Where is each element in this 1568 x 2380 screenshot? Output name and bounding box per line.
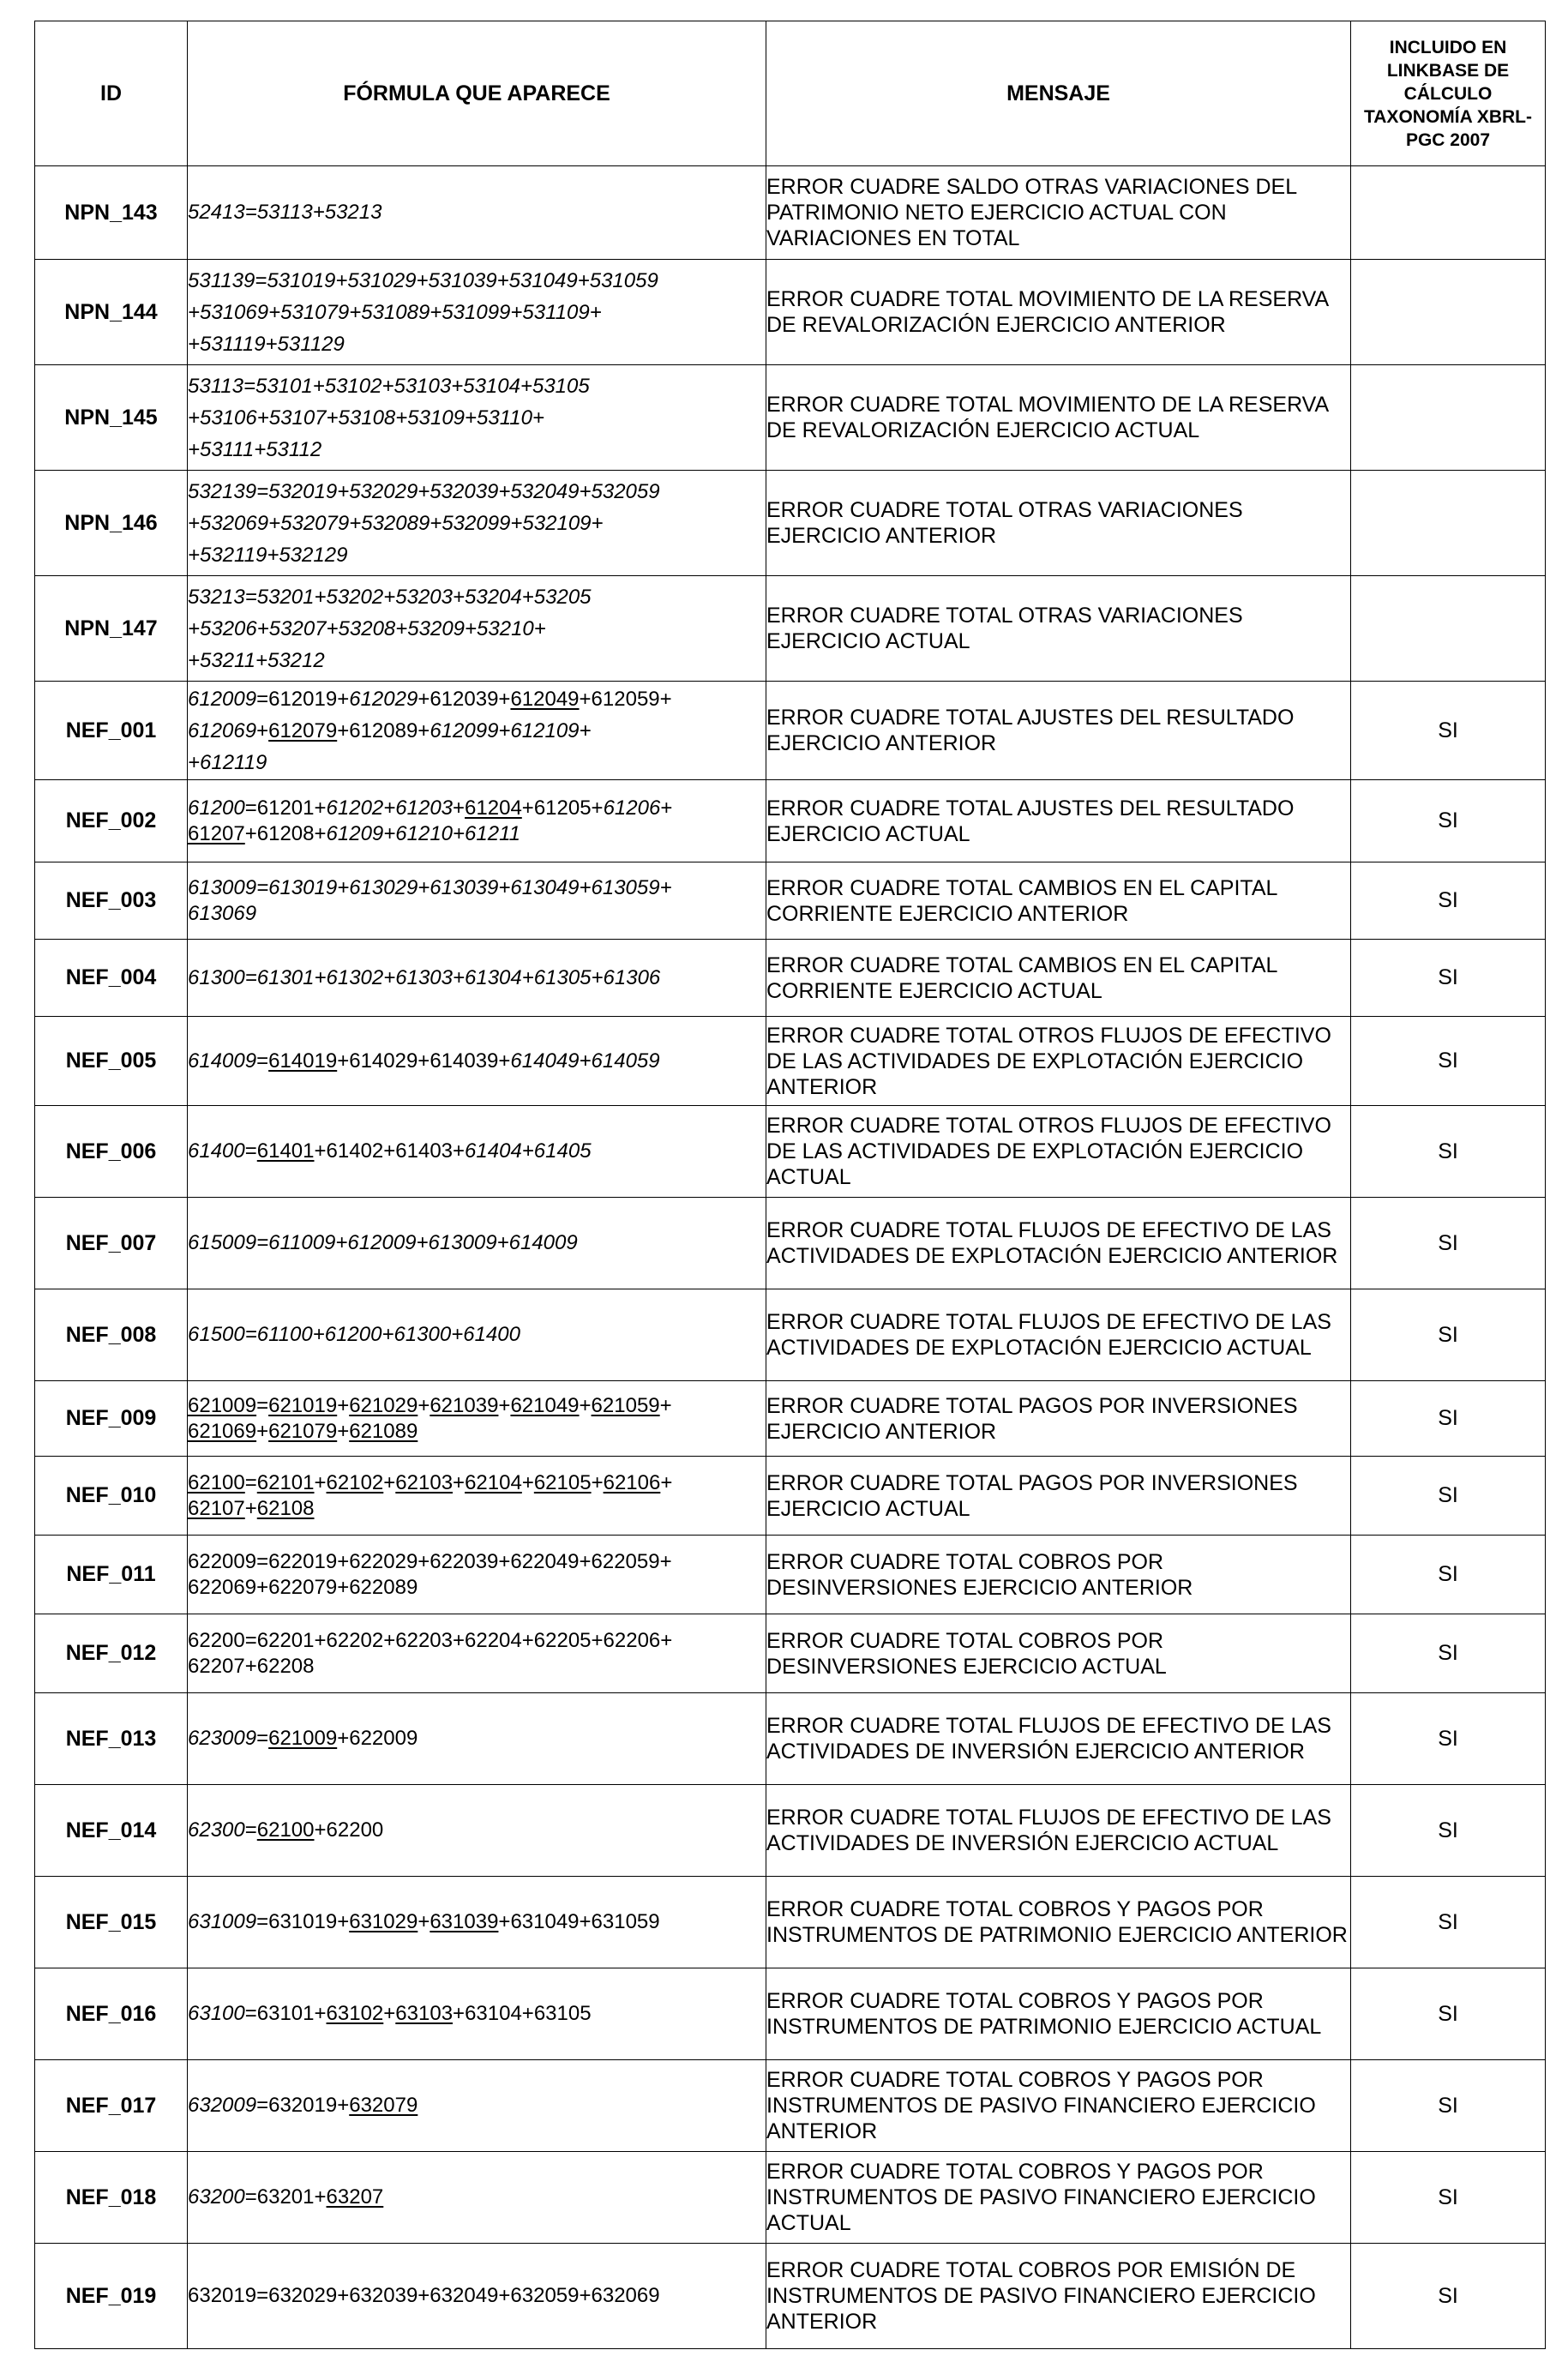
formula-segment: +631049+631059 — [498, 1910, 660, 1933]
rule-message: ERROR CUADRE TOTAL PAGOS POR INVERSIONES EJERCICIO ANTERIOR — [766, 1381, 1351, 1457]
formula-segment: 614009 — [188, 1049, 257, 1073]
table-row — [35, 2060, 1546, 2152]
table-row — [35, 862, 1546, 940]
formula-segment: 63100 — [188, 2002, 245, 2025]
table-row — [35, 940, 1546, 1017]
rule-formula — [188, 2244, 766, 2349]
table-row — [35, 2244, 1546, 2349]
rule-formula — [188, 780, 766, 862]
rule-formula — [188, 1289, 766, 1381]
rule-included: SI — [1351, 940, 1546, 1017]
header-formula: FÓRMULA QUE APARECE — [188, 21, 766, 166]
formula-segment: 532139=532019+532029+532039+532049+532059 +532069+532079+532089+532099+532109+ +532119+532129 — [188, 479, 660, 567]
formula-segment: 621079 — [268, 1419, 338, 1443]
formula-segment: 63207 — [326, 2185, 384, 2209]
formula-segment: 62105 — [533, 1470, 592, 1494]
rule-included — [1351, 365, 1546, 471]
rule-included: SI — [1351, 1198, 1546, 1289]
rule-formula — [188, 1106, 766, 1198]
table-row — [35, 1457, 1546, 1536]
table-row — [35, 471, 1546, 576]
formula-segment: 621059 — [591, 1393, 660, 1417]
rule-id: NEF_003 — [35, 862, 188, 940]
formula-segment: 62108 — [256, 1496, 315, 1520]
rule-included: SI — [1351, 1289, 1546, 1381]
header-included: INCLUIDO EN LINKBASE DE CÁLCULO TAXONOMÍA XBRL-PGC 2007 — [1351, 21, 1546, 166]
rule-message: ERROR CUADRE TOTAL MOVIMIENTO DE LA RESERVA DE REVALORIZACIÓN EJERCICIO ACTUAL — [766, 365, 1351, 471]
table-row — [35, 1968, 1546, 2060]
formula-segment: = — [256, 1393, 269, 1417]
rule-id: NEF_002 — [35, 780, 188, 862]
formula-segment: 62100 — [188, 1470, 245, 1494]
rule-id: NEF_005 — [35, 1017, 188, 1106]
rule-formula — [188, 1017, 766, 1106]
rule-message: ERROR CUADRE TOTAL FLUJOS DE EFECTIVO DE LAS ACTIVIDADES DE INVERSIÓN EJERCICIO ACTUAL — [766, 1785, 1351, 1877]
formula-segment: +61205+ — [521, 796, 604, 820]
rule-message: ERROR CUADRE TOTAL FLUJOS DE EFECTIVO DE LAS ACTIVIDADES DE EXPLOTACIÓN EJERCICIO ACTUAL — [766, 1289, 1351, 1381]
formula-segment: + — [337, 1393, 350, 1417]
table-row — [35, 1106, 1546, 1198]
formula-segment: 63200 — [188, 2185, 245, 2209]
table-row — [35, 1536, 1546, 1614]
rule-included: SI — [1351, 862, 1546, 940]
formula-segment: +62200 — [314, 1818, 384, 1842]
rule-included: SI — [1351, 1457, 1546, 1536]
rule-formula — [188, 471, 766, 576]
formula-segment: + — [256, 718, 269, 742]
rule-included — [1351, 166, 1546, 260]
rule-formula — [188, 1457, 766, 1536]
rule-id: NEF_015 — [35, 1877, 188, 1968]
rule-id: NEF_007 — [35, 1198, 188, 1289]
formula-segment: 62100 — [256, 1818, 315, 1842]
rule-message: ERROR CUADRE SALDO OTRAS VARIACIONES DEL PATRIMONIO NETO EJERCICIO ACTUAL CON VARIACIONES EN TOTAL — [766, 166, 1351, 260]
formula-segment: + — [418, 1910, 430, 1933]
rule-message: ERROR CUADRE TOTAL OTRAS VARIACIONES EJERCICIO ANTERIOR — [766, 471, 1351, 576]
formula-segment: + — [659, 1393, 672, 1417]
formula-segment: +622009 — [337, 1727, 418, 1750]
formula-segment: 632009 — [188, 2094, 257, 2117]
rule-formula — [188, 260, 766, 365]
formula-segment: 62300 — [188, 1818, 245, 1842]
rule-included: SI — [1351, 1106, 1546, 1198]
header-message: MENSAJE — [766, 21, 1351, 166]
formula-segment: 631029 — [349, 1910, 418, 1933]
formula-segment: + — [453, 796, 466, 820]
formula-segment: 621019 — [268, 1393, 338, 1417]
rule-message: ERROR CUADRE TOTAL MOVIMIENTO DE LA RESERVA DE REVALORIZACIÓN EJERCICIO ANTERIOR — [766, 260, 1351, 365]
rule-message: ERROR CUADRE TOTAL CAMBIOS EN EL CAPITAL CORRIENTE EJERCICIO ANTERIOR — [766, 862, 1351, 940]
formula-segment: + — [521, 1470, 534, 1494]
rule-message: ERROR CUADRE TOTAL OTROS FLUJOS DE EFECTIVO DE LAS ACTIVIDADES DE EXPLOTACIÓN EJERCICIO ANTERIOR — [766, 1017, 1351, 1106]
rule-formula — [188, 1877, 766, 1968]
formula-segment: 621049 — [510, 1393, 580, 1417]
formula-segment: 632019=632029+632039+632049+632059+632069 — [188, 2284, 660, 2307]
rule-id: NEF_004 — [35, 940, 188, 1017]
rule-included — [1351, 471, 1546, 576]
table-row — [35, 576, 1546, 682]
rule-id: NPN_145 — [35, 365, 188, 471]
rule-formula — [188, 2060, 766, 2152]
formula-segment: 621029 — [349, 1393, 418, 1417]
formula-segment: 612049 — [510, 687, 580, 711]
formula-segment: 621009 — [268, 1727, 338, 1750]
rule-message: ERROR CUADRE TOTAL AJUSTES DEL RESULTADO EJERCICIO ANTERIOR — [766, 682, 1351, 780]
formula-segment: =61201+ — [244, 796, 327, 820]
rule-formula — [188, 1198, 766, 1289]
rule-included: SI — [1351, 2244, 1546, 2349]
rule-included: SI — [1351, 780, 1546, 862]
formula-segment: + — [383, 2002, 396, 2025]
rule-formula — [188, 1693, 766, 1785]
rule-formula — [188, 862, 766, 940]
rule-id: NEF_010 — [35, 1457, 188, 1536]
rule-message: ERROR CUADRE TOTAL COBROS Y PAGOS POR INSTRUMENTOS DE PASIVO FINANCIERO EJERCICIO ANTERIOR — [766, 2060, 1351, 2152]
formula-segment: +61402+61403+ — [314, 1139, 466, 1163]
rule-included: SI — [1351, 1536, 1546, 1614]
formula-segment: 612009 — [188, 687, 257, 711]
formula-segment: +612039+ — [418, 687, 511, 711]
formula-segment: + — [660, 796, 673, 820]
table-row — [35, 1381, 1546, 1457]
rule-message: ERROR CUADRE TOTAL OTROS FLUJOS DE EFECTIVO DE LAS ACTIVIDADES DE EXPLOTACIÓN EJERCICIO ACTUAL — [766, 1106, 1351, 1198]
formula-segment: 631039 — [430, 1910, 499, 1933]
formula-segment: + — [337, 1419, 350, 1443]
formula-segment: = — [244, 1139, 257, 1163]
formula-segment: + — [498, 1393, 511, 1417]
rule-message: ERROR CUADRE TOTAL OTRAS VARIACIONES EJERCICIO ACTUAL — [766, 576, 1351, 682]
formula-segment: + — [591, 1470, 604, 1494]
formula-segment: 531139=531019+531029+531039+531049+531059 +531069+531079+531089+531099+531109+ +531119+531129 — [188, 268, 658, 356]
formula-segment: +612089+ — [337, 718, 430, 742]
rule-id: NEF_012 — [35, 1614, 188, 1693]
rule-message: ERROR CUADRE TOTAL CAMBIOS EN EL CAPITAL CORRIENTE EJERCICIO ACTUAL — [766, 940, 1351, 1017]
rule-id: NEF_009 — [35, 1381, 188, 1457]
formula-segment: + — [660, 1470, 673, 1494]
formula-segment: 614019 — [268, 1049, 338, 1073]
formula-segment: 621069 — [188, 1419, 257, 1443]
formula-segment: 615009=611009+612009+613009+614009 — [188, 1231, 578, 1254]
rule-id: NEF_001 — [35, 682, 188, 780]
formula-segment: 613009=613019+613029+613039+613049+613059+ 613069 — [188, 875, 672, 925]
table-row — [35, 780, 1546, 862]
rule-id: NEF_014 — [35, 1785, 188, 1877]
formula-segment: 621089 — [349, 1419, 418, 1443]
formula-segment: 62107 — [188, 1496, 245, 1520]
rule-included: SI — [1351, 1693, 1546, 1785]
table-row — [35, 166, 1546, 260]
formula-segment: 61204 — [465, 796, 522, 820]
rule-formula — [188, 2152, 766, 2244]
formula-segment: = — [256, 1049, 269, 1073]
formula-segment: 61400 — [188, 1139, 245, 1163]
rule-included: SI — [1351, 1614, 1546, 1693]
rule-id: NEF_011 — [35, 1536, 188, 1614]
formula-segment: 61202+61203 — [326, 796, 454, 820]
formula-segment: 53113=53101+53102+53103+53104+53105 +53106+53107+53108+53109+53110+ +53111+53112 — [188, 374, 590, 461]
table-row — [35, 1289, 1546, 1381]
validation-rules-table — [34, 21, 1546, 2349]
rule-included: SI — [1351, 2152, 1546, 2244]
table-header-row — [35, 21, 1546, 166]
table-row — [35, 682, 1546, 780]
formula-segment: +612059+ — [579, 687, 672, 711]
formula-segment: 623009 — [188, 1727, 257, 1750]
formula-segment: 631009 — [188, 1910, 257, 1933]
rule-included — [1351, 576, 1546, 682]
rule-id: NEF_017 — [35, 2060, 188, 2152]
rule-formula — [188, 940, 766, 1017]
formula-segment: + — [453, 1470, 466, 1494]
formula-segment: +63104+63105 — [453, 2002, 592, 2025]
formula-segment: 62200=62201+62202+62203+62204+62205+62206+ 62207+62208 — [188, 1628, 673, 1678]
rule-included: SI — [1351, 1877, 1546, 1968]
rule-message: ERROR CUADRE TOTAL COBROS Y PAGOS POR INSTRUMENTOS DE PATRIMONIO EJERCICIO ANTERIOR — [766, 1877, 1351, 1968]
rule-included: SI — [1351, 1968, 1546, 2060]
formula-segment: = — [244, 1470, 257, 1494]
formula-segment: =63201+ — [244, 2185, 327, 2209]
rule-id: NEF_013 — [35, 1693, 188, 1785]
formula-segment: 53213=53201+53202+53203+53204+53205 +53206+53207+53208+53209+53210+ +53211+53212 — [188, 585, 592, 672]
formula-segment: 61401 — [256, 1139, 315, 1163]
rule-formula — [188, 1968, 766, 2060]
formula-segment: 612099+612109+ +612119 — [188, 718, 592, 774]
rule-message: ERROR CUADRE TOTAL COBROS POR DESINVERSIONES EJERCICIO ACTUAL — [766, 1614, 1351, 1693]
rule-id: NEF_019 — [35, 2244, 188, 2349]
rule-included: SI — [1351, 682, 1546, 780]
formula-segment: 62101 — [256, 1470, 315, 1494]
formula-segment: 61209+61210+61211 — [326, 821, 520, 845]
table-row — [35, 2152, 1546, 2244]
rule-message: ERROR CUADRE TOTAL AJUSTES DEL RESULTADO EJERCICIO ACTUAL — [766, 780, 1351, 862]
rule-formula — [188, 682, 766, 780]
rule-formula — [188, 365, 766, 471]
table-body — [35, 166, 1546, 2349]
formula-segment: 63102 — [326, 2002, 384, 2025]
formula-segment: +614029+614039+ — [337, 1049, 511, 1073]
formula-segment: 61206 — [603, 796, 661, 820]
rule-formula — [188, 1614, 766, 1693]
rule-id: NPN_143 — [35, 166, 188, 260]
formula-segment: =632019+ — [256, 2094, 350, 2117]
formula-segment: +61208+ — [244, 821, 327, 845]
formula-segment: = — [256, 1727, 269, 1750]
formula-segment: =612019+ — [256, 687, 350, 711]
table-row — [35, 260, 1546, 365]
formula-segment: 61200 — [188, 796, 245, 820]
table-row — [35, 1693, 1546, 1785]
rule-message: ERROR CUADRE TOTAL COBROS POR EMISIÓN DE INSTRUMENTOS DE PASIVO FINANCIERO EJERCICIO ANTERIOR — [766, 2244, 1351, 2349]
formula-segment: 621039 — [430, 1393, 499, 1417]
rule-message: ERROR CUADRE TOTAL FLUJOS DE EFECTIVO DE LAS ACTIVIDADES DE INVERSIÓN EJERCICIO ANTERIOR — [766, 1693, 1351, 1785]
formula-segment: + — [579, 1393, 592, 1417]
formula-segment: 612079 — [268, 718, 338, 742]
formula-segment: 61207 — [188, 821, 245, 845]
formula-segment: =631019+ — [256, 1910, 350, 1933]
formula-segment: + — [418, 1393, 430, 1417]
formula-segment: 61404+61405 — [465, 1139, 592, 1163]
table-row — [35, 1877, 1546, 1968]
rule-included: SI — [1351, 2060, 1546, 2152]
rule-formula — [188, 166, 766, 260]
formula-segment: 61300=61301+61302+61303+61304+61305+61306 — [188, 965, 661, 989]
formula-segment: 61500=61100+61200+61300+61400 — [188, 1323, 520, 1346]
rule-message: ERROR CUADRE TOTAL FLUJOS DE EFECTIVO DE LAS ACTIVIDADES DE EXPLOTACIÓN EJERCICIO ANTERIOR — [766, 1198, 1351, 1289]
rule-message: ERROR CUADRE TOTAL COBROS Y PAGOS POR INSTRUMENTOS DE PATRIMONIO EJERCICIO ACTUAL — [766, 1968, 1351, 2060]
rule-id: NPN_144 — [35, 260, 188, 365]
table-row — [35, 1198, 1546, 1289]
rule-included: SI — [1351, 1017, 1546, 1106]
table-row — [35, 1614, 1546, 1693]
rule-included — [1351, 260, 1546, 365]
formula-segment: = — [244, 1818, 257, 1842]
formula-segment: 614049+614059 — [510, 1049, 660, 1073]
formula-segment: 62102 — [326, 1470, 384, 1494]
table-row — [35, 1017, 1546, 1106]
rule-included: SI — [1351, 1381, 1546, 1457]
header-id: ID — [35, 21, 188, 166]
rule-formula — [188, 576, 766, 682]
formula-segment: 632079 — [349, 2094, 418, 2117]
rule-formula — [188, 1381, 766, 1457]
formula-segment: + — [314, 1470, 327, 1494]
rule-id: NEF_006 — [35, 1106, 188, 1198]
formula-segment: 62103 — [395, 1470, 454, 1494]
rule-formula — [188, 1785, 766, 1877]
formula-segment: 622009=622019+622029+622039+622049+622059+ 622069+622079+622089 — [188, 1549, 672, 1599]
rule-message: ERROR CUADRE TOTAL COBROS Y PAGOS POR INSTRUMENTOS DE PASIVO FINANCIERO EJERCICIO ACTUAL — [766, 2152, 1351, 2244]
formula-segment: 612029 — [349, 687, 418, 711]
formula-segment: 612069 — [188, 718, 257, 742]
formula-segment: 52413=53113+53213 — [188, 201, 382, 224]
rule-included: SI — [1351, 1785, 1546, 1877]
formula-segment: 63103 — [395, 2002, 454, 2025]
formula-segment: + — [383, 1470, 396, 1494]
table-row — [35, 1785, 1546, 1877]
rule-message: ERROR CUADRE TOTAL COBROS POR DESINVERSIONES EJERCICIO ANTERIOR — [766, 1536, 1351, 1614]
rule-id: NEF_018 — [35, 2152, 188, 2244]
formula-segment: 62106 — [603, 1470, 661, 1494]
table-row — [35, 365, 1546, 471]
rule-id: NPN_146 — [35, 471, 188, 576]
formula-segment: 621009 — [188, 1393, 257, 1417]
formula-segment: =63101+ — [244, 2002, 327, 2025]
formula-segment: + — [244, 1496, 257, 1520]
rule-message: ERROR CUADRE TOTAL PAGOS POR INVERSIONES EJERCICIO ACTUAL — [766, 1457, 1351, 1536]
rule-id: NEF_016 — [35, 1968, 188, 2060]
rule-formula — [188, 1536, 766, 1614]
formula-segment: + — [256, 1419, 269, 1443]
rule-id: NPN_147 — [35, 576, 188, 682]
formula-segment: 62104 — [465, 1470, 522, 1494]
rule-id: NEF_008 — [35, 1289, 188, 1381]
